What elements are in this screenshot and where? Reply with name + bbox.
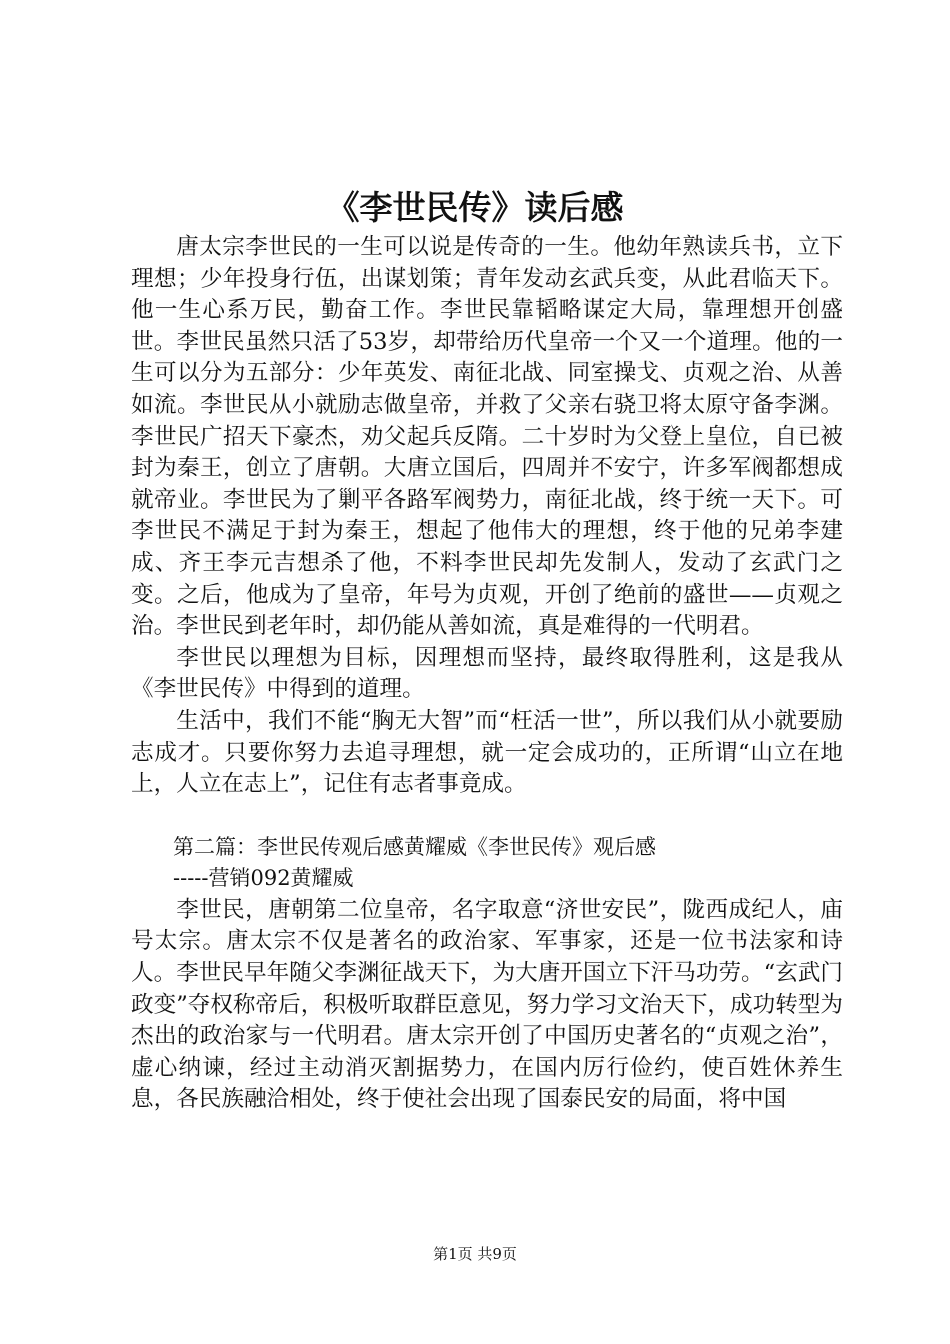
section-2-paragraph: 李世民，唐朝第二位皇帝，名字取意“济世安民”，陇西成纪人，庙号太宗。唐太宗不仅是著名的政治家、军事家，还是一位书法家和诗人。李世民早年随父李渊征战天下，为大唐开国立下汗马功劳。“玄武门政变”夺权称帝后，积极听取群臣意见，努力学习文治天下，成功转型为杰出的政治家与一代明君。唐太宗开创了中国历史著名的“贞观之治”，虚心纳谏，经过主动消灭割据势力，在国内厉行俭约，使百姓休养生息，各民族融洽相处，终于使社会出现了国泰民安的局面，将中国 <box>131 896 843 1113</box>
paragraph-2: 李世民以理想为目标，因理想而坚持，最终取得胜利，这是我从《李世民传》中得到的道理。 <box>131 644 843 703</box>
paragraph-3: 生活中，我们不能“胸无大智”而“枉活一世”，所以我们从小就要励志成才。只要你努力去追寻理想，就一定会成功的，正所谓“山立在地上，人立在志上”，记住有志者事竟成。 <box>131 707 843 798</box>
document-title: 《李世民传》读后感 <box>326 188 624 227</box>
section-2-author: -----营销092黄耀威 <box>173 866 354 891</box>
section-gap <box>131 801 843 832</box>
paragraph-1: 唐太宗李世民的一生可以说是传奇的一生。他幼年熟读兵书，立下理想；少年投身行伍，出谋划策；青年发动玄武兵变，从此君临天下。他一生心系万民，勤奋工作。李世民靠韬略谋定大局，靠理想开创盛世。李世民虽然只活了53岁，却带给历代皇帝一个又一个道理。他的一生可以分为五部分：少年英发、南征北战、同室操戈、贞观之治、从善如流。李世民从小就励志做皇帝，并救了父亲右骁卫将太原守备李渊。李世民广招天下豪杰，劝父起兵反隋。二十岁时为父登上皇位，自已被封为秦王，创立了唐朝。大唐立国后，四周并不安宁，许多军阀都想成就帝业。李世民为了剿平各路军阀势力，南征北战，终于统一天下。可李世民不满足于封为秦王，想起了他伟大的理想，终于他的兄弟李建成、齐王李元吉想杀了他，不料李世民却先发制人，发动了玄武门之变。之后，他成为了皇帝，年号为贞观，开创了绝前的盛世——贞观之治。李世民到老年时，却仍能从善如流，真是难得的一代明君。 <box>131 234 843 640</box>
document-body <box>131 232 843 1116</box>
section-2-heading: 第二篇：李世民传观后感黄耀威《李世民传》观后感 <box>173 834 656 859</box>
page-footer: 第1页 共9页 <box>433 1245 517 1263</box>
